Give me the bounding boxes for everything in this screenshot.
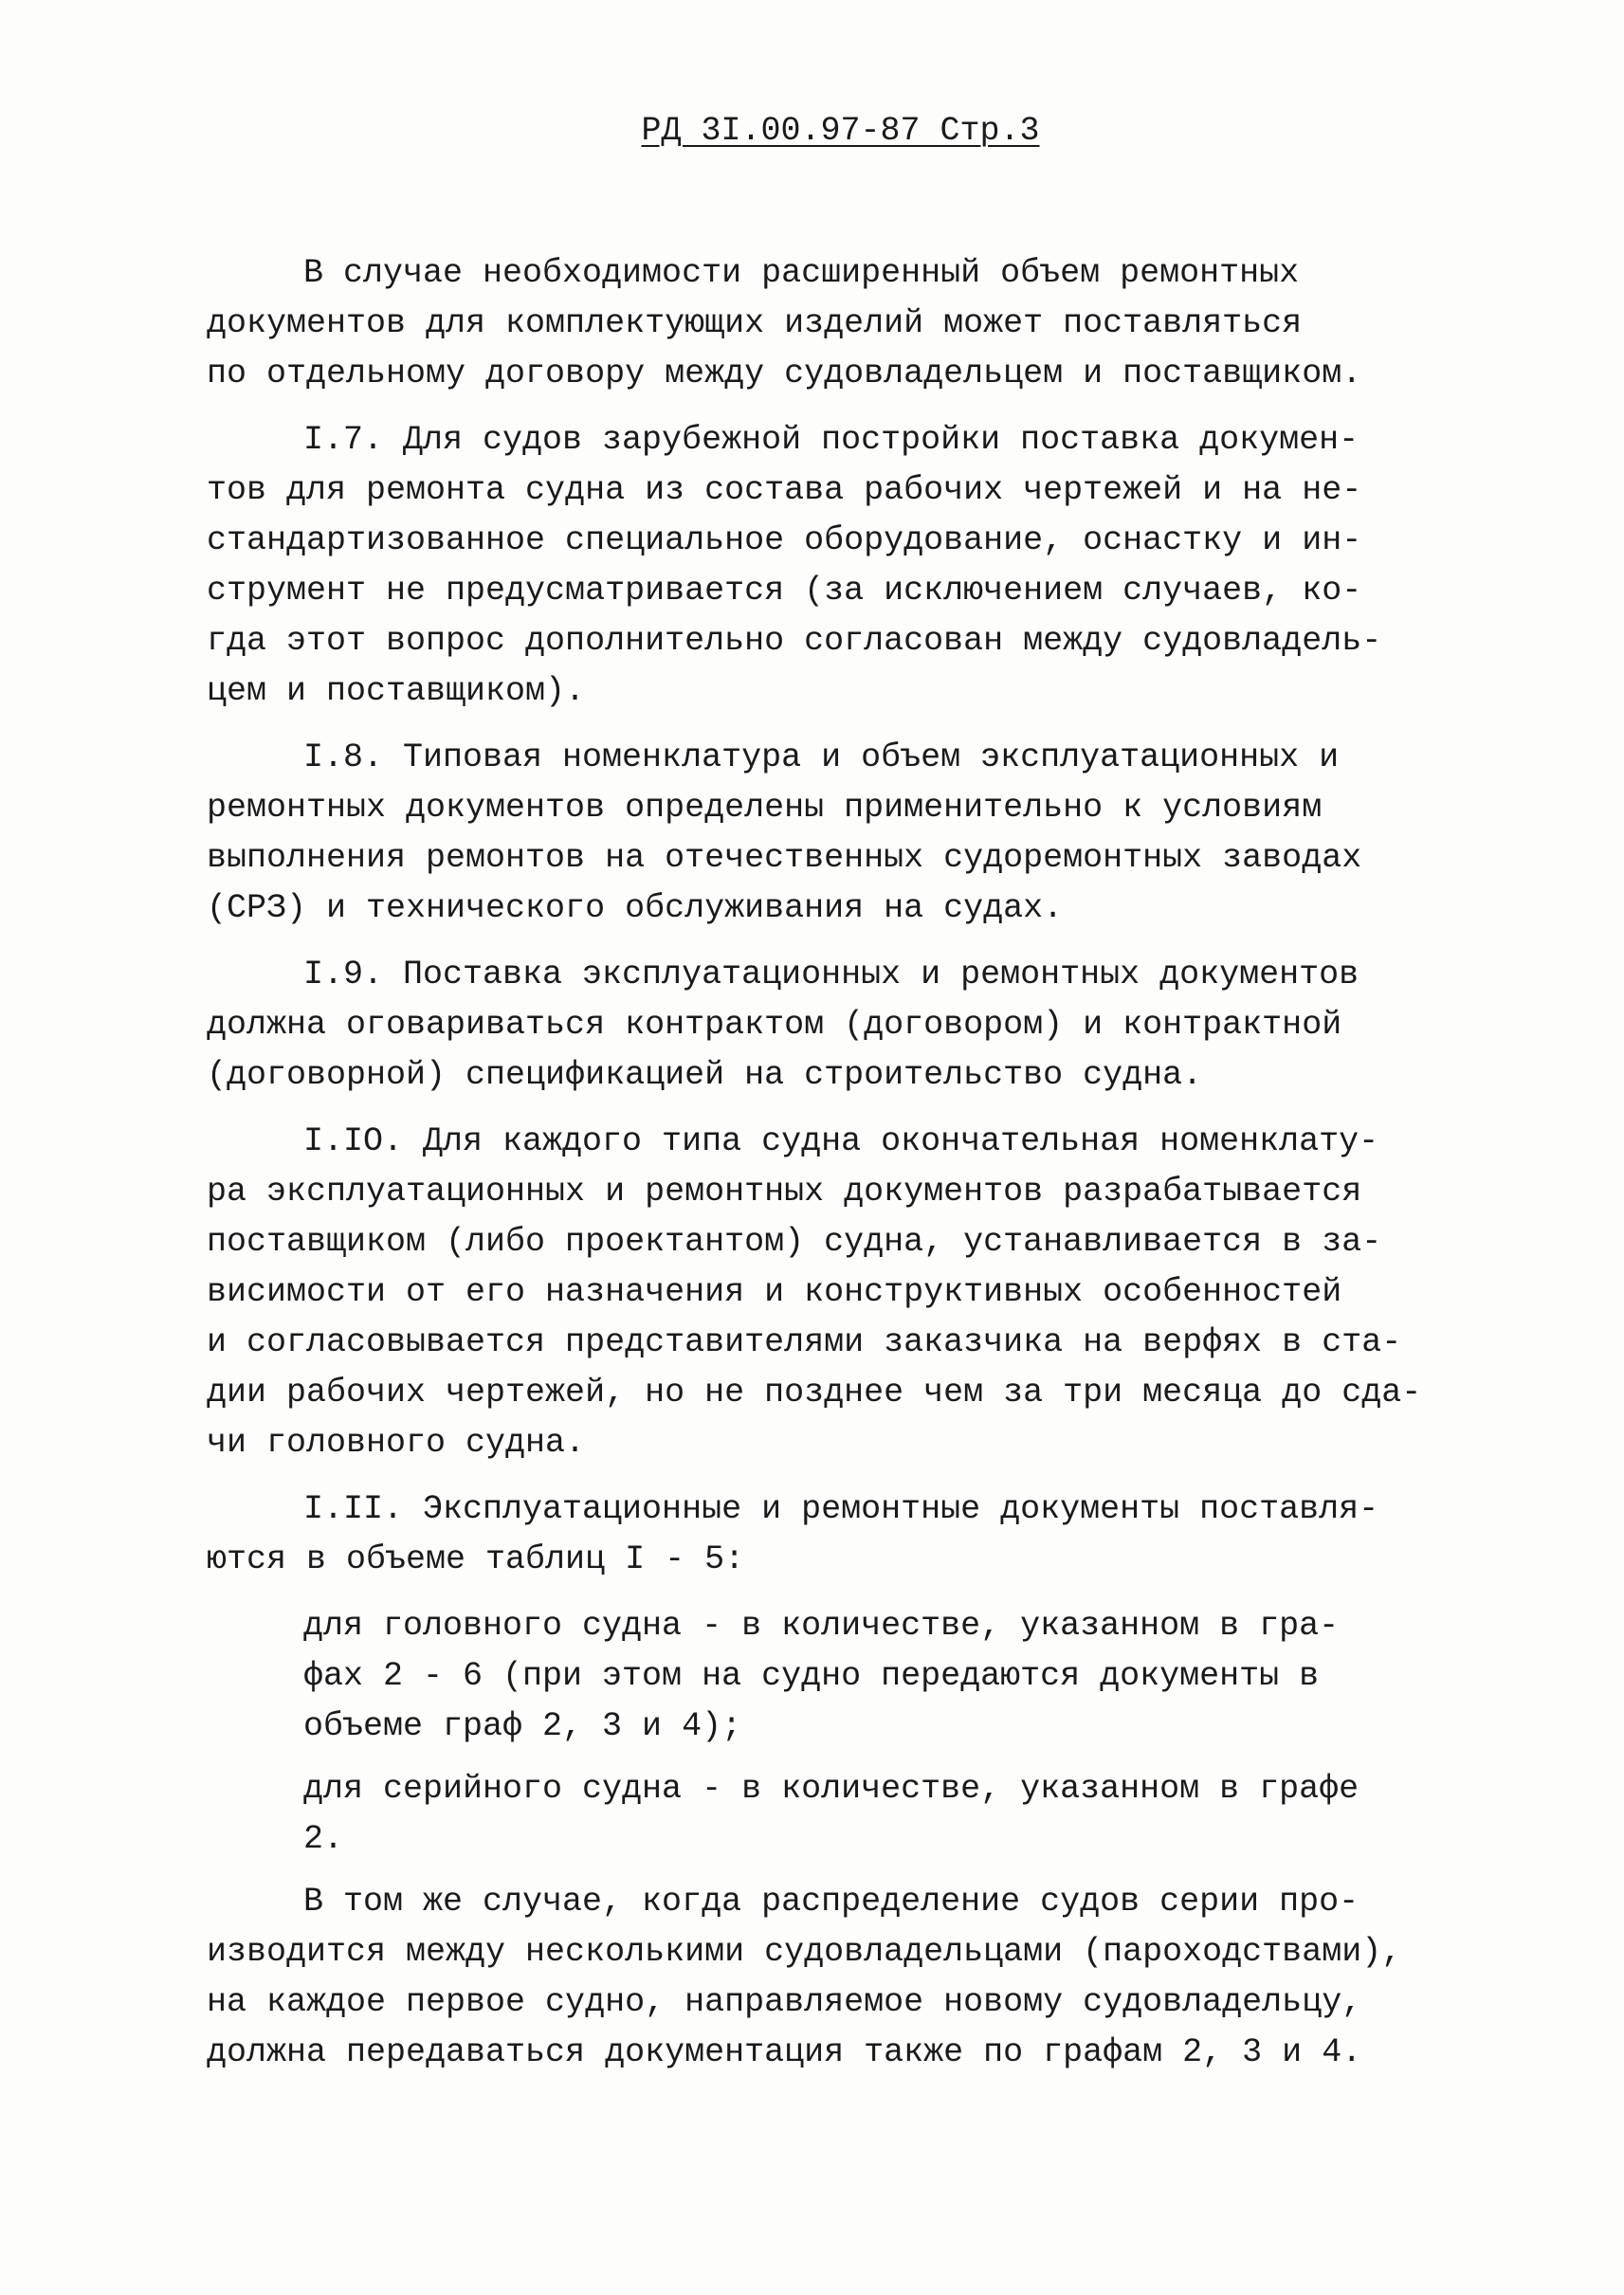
paragraph [207, 415, 1477, 717]
paragraph [207, 1484, 1477, 1585]
text-line: документов для комплектующих изделий может поставляться [207, 304, 1303, 342]
paragraph [207, 1117, 1477, 1468]
text-line: ремонтных документов определены применительно к условиям [207, 789, 1323, 827]
text-line: цем и поставщиком). [207, 672, 586, 710]
document-code: РД 3I.00.97-87 Стр.3 [641, 112, 1040, 150]
text-line: и согласовывается представителями заказчика на верфях в ста- [207, 1323, 1402, 1361]
text-line: выполнения ремонтов на отечественных судоремонтных заводах [207, 839, 1362, 877]
text-line: В том же случае, когда распределение судов серии про- [303, 1883, 1359, 1921]
paragraph [207, 1877, 1477, 2078]
paragraph [207, 1601, 1477, 1752]
text-line: I.8. Типовая номенклатура и объем эксплуатационных и [303, 738, 1340, 776]
text-line: стандартизованное специальное оборудование, оснастку и ин- [207, 521, 1362, 559]
text-line: по отдельному договору между судовладельцем и поставщиком. [207, 355, 1362, 392]
text-line: I.IO. Для каждого типа судна окончательная номенклату- [303, 1122, 1379, 1160]
text-line: I.7. Для судов зарубежной постройки поставка докумен- [303, 421, 1359, 459]
text-line: изводится между несколькими судовладельцами (пароходствами), [207, 1933, 1402, 1971]
text-line: В случае необходимости расширенный объем ремонтных [303, 254, 1300, 292]
page-header [0, 112, 1624, 150]
text-line: поставщиком (либо проектантом) судна, устанавливается в за- [207, 1223, 1382, 1261]
text-line: объеме граф 2, 3 и 4); [303, 1707, 742, 1745]
paragraph [207, 248, 1477, 399]
text-line: ра эксплуатационных и ремонтных документов разрабатывается [207, 1173, 1362, 1211]
text-line: для головного судна - в количестве, указанном в гра- [303, 1607, 1340, 1645]
text-line: (договорной) спецификацией на строительство судна. [207, 1056, 1203, 1094]
text-line: должна оговариваться контрактом (договором) и контрактной [207, 1006, 1342, 1044]
text-line: 2. [303, 1820, 344, 1858]
text-line: I.9. Поставка эксплуатационных и ремонтных документов [303, 956, 1359, 993]
text-line: для серийного судна - в количестве, указанном в графе [303, 1770, 1359, 1808]
text-line: I.II. Эксплуатационные и ремонтные документы поставля- [303, 1490, 1379, 1528]
paragraph [207, 1764, 1477, 1865]
text-line: фах 2 - 6 (при этом на судно передаются документы в [303, 1657, 1320, 1695]
text-line: струмент не предусматривается (за исключением случаев, ко- [207, 572, 1362, 610]
text-line: ются в объеме таблиц I - 5: [207, 1540, 745, 1578]
document-body [207, 248, 1477, 2094]
text-line: дии рабочих чертежей, но не позднее чем за три месяца до сда- [207, 1374, 1422, 1412]
text-line: должна передаваться документация также по графам 2, 3 и 4. [207, 2033, 1362, 2071]
text-line: тов для ремонта судна из состава рабочих чертежей и на не- [207, 471, 1362, 509]
text-line: на каждое первое судно, направляемое новому судовладельцу, [207, 1983, 1362, 2021]
text-line: (СРЗ) и технического обслуживания на судах. [207, 889, 1064, 927]
text-line: висимости от его назначения и конструктивных особенностей [207, 1273, 1342, 1311]
paragraph [207, 950, 1477, 1101]
text-line: чи головного судна. [207, 1424, 586, 1462]
text-line: гда этот вопрос дополнительно согласован между судовладель- [207, 622, 1382, 660]
paragraph [207, 733, 1477, 934]
